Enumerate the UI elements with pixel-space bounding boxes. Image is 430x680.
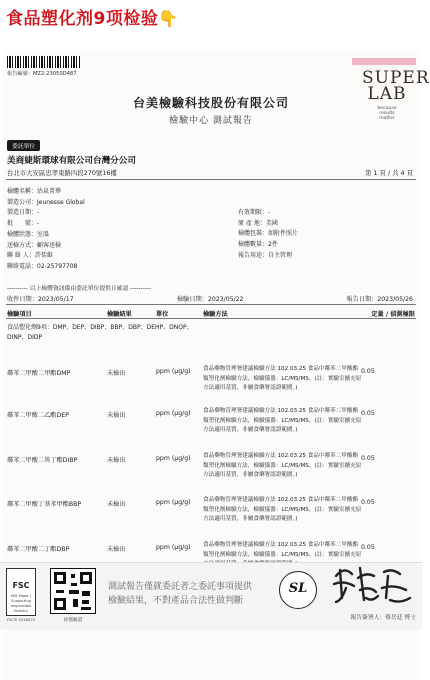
- row-method: 食品藥物管理署建議檢驗方法 102.03.25 食品中鄰苯二甲酸酯類塑化劑檢驗方法，檢驗儀器：LC/MS/MS。(註：實驗室擴充原方法適用基質，非屬食藥署認證範圍。): [203, 453, 362, 479]
- row-unit: ppm (µg/g): [156, 544, 191, 551]
- row-method: 食品藥物管理署建議檢驗方法 102.03.25 食品中鄰苯二甲酸酯類塑化劑檢驗方法，檢驗儀器：LC/MS/MS。(註：實驗室擴充原方法適用基質，非屬食藥署認證範圍。): [203, 366, 362, 392]
- row-item: 鄰苯二甲酸二異丁酯DIBP: [7, 457, 78, 464]
- row-unit: ppm (µg/g): [156, 368, 191, 375]
- client-badge: 委託單位: [7, 140, 40, 151]
- row-limit: 0.05: [361, 455, 375, 462]
- row-item: 鄰苯二甲酸丁基苯甲酯BBP: [7, 501, 82, 508]
- column-header-unit: 單位: [156, 311, 169, 318]
- received-date: 收件日期：2023/05/17: [7, 296, 74, 303]
- column-header-result: 檢驗結果: [107, 311, 132, 318]
- report-disclaimer: 測試報告僅就委託者之委託事項提供 檢驗結果，不對產品合法性做判斷: [108, 582, 253, 606]
- row-limit: 0.05: [361, 544, 375, 551]
- client-address: 台北市大安區忠孝東路四段270號16樓: [7, 169, 117, 177]
- post-title: 食品塑化剂9项检验👇: [6, 9, 179, 29]
- fsc-logo: FSC MIX Paper | Supporting responsible forestry FSC® C016079: [6, 568, 36, 616]
- report-subtitle: 檢驗中心 測試報告: [169, 116, 253, 126]
- lab-company-name: 台美檢驗科技股份有限公司: [132, 96, 289, 110]
- row-item: 鄰苯二甲酸二甲酯DMP: [7, 370, 71, 377]
- row-method: 食品藥物管理署建議檢驗方法 102.03.25 食品中鄰苯二甲酸酯類塑化劑檢驗方法，檢驗儀器：LC/MS/MS。(註：實驗室擴充原: [203, 542, 362, 558]
- column-header-item: 檢驗項目: [7, 311, 32, 318]
- qr-code-icon: [50, 568, 96, 614]
- report-signatory: 報告簽署人：蔡岳廷 博士: [350, 615, 416, 621]
- barcode-icon: [7, 56, 81, 68]
- sample-info-right: 有效期限：- 原 產 地：美國 檢體包裝：如附件照片 檢體數量：2件 報告用途：自主管理: [238, 209, 299, 259]
- divider: [6, 179, 416, 180]
- row-item: 鄰苯二甲酸二乙酯DEP: [7, 412, 69, 419]
- sl-seal-icon: SL: [279, 571, 317, 609]
- row-item: 鄰苯二甲酸二丁酯DBP: [7, 546, 70, 553]
- pointing-down-hand-icon: 👇: [158, 9, 179, 28]
- client-name: 美商婕斯環球有限公司台灣分公司: [7, 156, 136, 166]
- row-method: 食品藥物管理署建議檢驗方法 102.03.25 食品中鄰苯二甲酸酯類塑化劑檢驗方法，檢驗儀器：LC/MS/MS。(註：實驗室擴充原方法適用基質，非屬食藥署認證範圍。): [203, 408, 362, 434]
- row-unit: ppm (µg/g): [156, 455, 191, 462]
- qr-caption: 掃描驗證: [63, 618, 83, 623]
- row-result: 未檢出: [107, 546, 126, 553]
- row-unit: ppm (µg/g): [156, 499, 191, 506]
- handwritten-signature: [330, 558, 414, 614]
- report-date: 報告日期：2023/05/26: [346, 296, 413, 303]
- report-number: 報告編號：MZ2-23050D487: [7, 71, 77, 77]
- sample-info-left: 檢體名稱：沽泉菁華 製造公司：Jeunesse Global 製造日期：- 批 號：- 檢體狀態：室溫 送檢方式：顧客送檢 聯 絡 人：許恬維 聯絡電話：02-25797708: [7, 188, 85, 270]
- super-lab-logo: SUPER LAB because results matter: [362, 68, 430, 121]
- row-limit: 0.05: [361, 368, 375, 375]
- row-result: 未檢出: [107, 501, 126, 508]
- row-limit: 0.05: [361, 499, 375, 506]
- row-unit: ppm (µg/g): [156, 410, 191, 417]
- row-limit: 0.05: [361, 410, 375, 417]
- column-header-limit: 定量 / 偵測極限: [371, 311, 415, 318]
- page-number: 第 1 頁 / 共 4 頁: [364, 169, 413, 177]
- divider: [6, 318, 416, 319]
- row-result: 未檢出: [107, 412, 126, 419]
- client-info-note: ---------- 以上檢體資訊係由委託單位提供且確認 ----------: [7, 286, 152, 292]
- divider: [6, 304, 416, 305]
- row-result: 未檢出: [107, 457, 126, 464]
- test-items-summary: 食品塑化劑9項：DMP、DEP、DIBP、BBP、DBP、DEHP、DNOP、DINP、DIDP: [7, 324, 193, 341]
- column-header-method: 檢驗方法: [203, 311, 228, 318]
- row-result: 未檢出: [107, 370, 126, 377]
- test-date: 檢驗日期：2023/05/22: [177, 296, 244, 303]
- row-method: 食品藥物管理署建議檢驗方法 102.03.25 食品中鄰苯二甲酸酯類塑化劑檢驗方法，檢驗儀器：LC/MS/MS。(註：實驗室擴充原方法適用基質，非屬食藥署認證範圍。): [203, 497, 362, 523]
- logo-pink-bar: [352, 58, 416, 65]
